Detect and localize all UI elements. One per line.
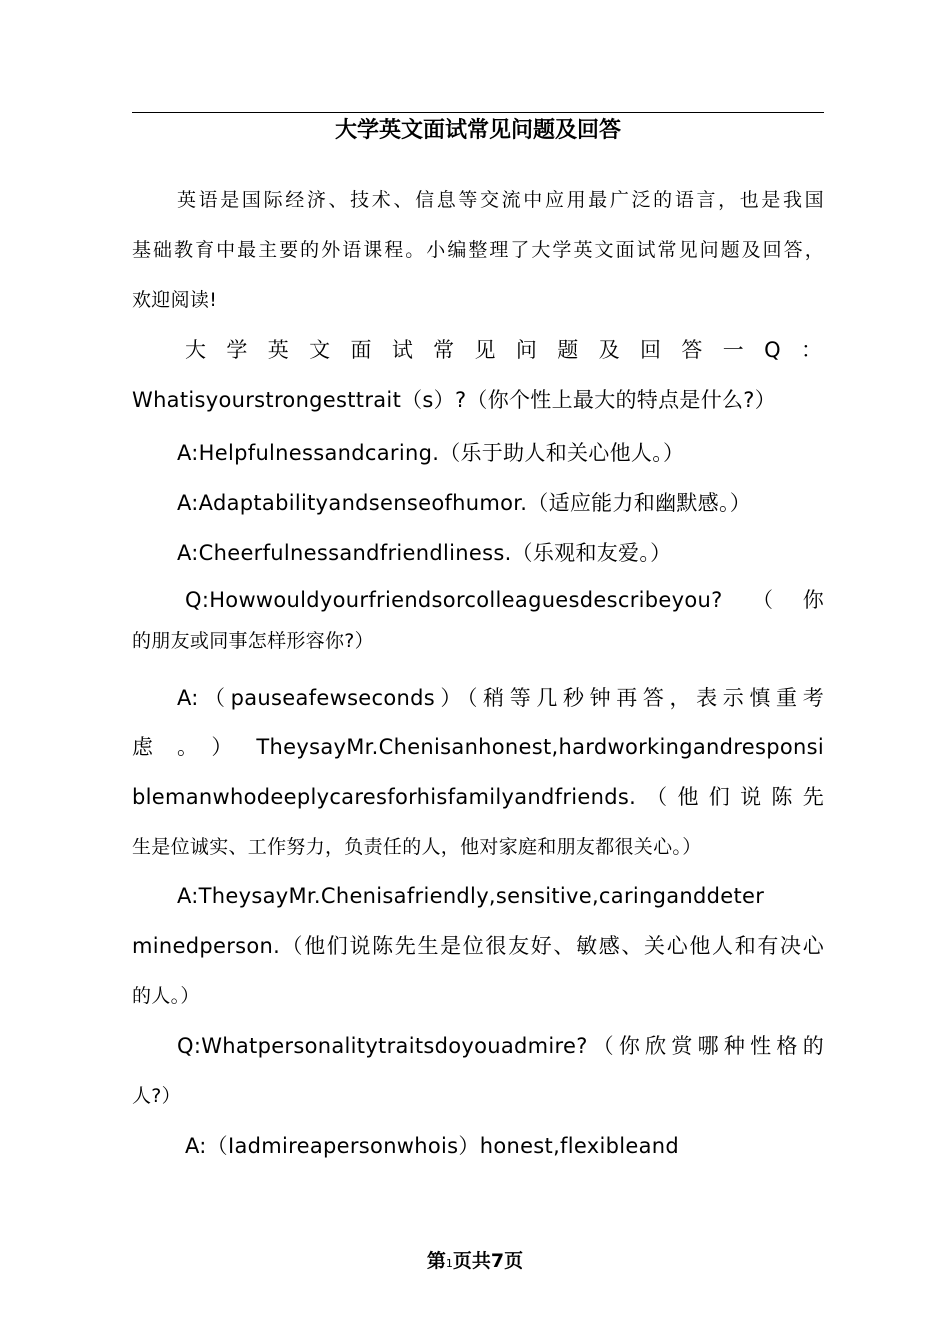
text-line: A:Cheerfulnessandfriendliness.（乐观和友爱。） [177, 541, 672, 565]
document-title: 大学英文面试常见问题及回答 [334, 118, 621, 143]
text-line: 虑。）TheysayMr.Chenisanhonest,hardworkingandresponsi [132, 735, 824, 759]
footer-prefix: 第 [426, 1250, 446, 1272]
text-line: A:TheysayMr.Chenisafriendly,sensitive,caringanddeter [177, 884, 765, 908]
text-line: A:Helpfulnessandcaring.（乐于助人和关心他人。） [177, 441, 685, 465]
footer-suffix: 页共7页 [452, 1250, 524, 1272]
text-line: Q:Whatpersonalitytraitsdoyouadmire?（你欣赏哪种性格的 [177, 1034, 824, 1058]
text-line: blemanwhodeeplycaresforhisfamilyandfriends.（他们说陈先 [132, 785, 824, 809]
text-line: 基础教育中最主要的外语课程。小编整理了大学英文面试常见问题及回答， [132, 239, 824, 261]
text-line: 的朋友或同事怎样形容你?） [132, 630, 374, 652]
text-line: minedperson.（他们说陈先生是位很友好、敏感、关心他人和有决心 [132, 934, 824, 958]
text-line: 大学英文面试常见问题及回答一Q： [185, 338, 824, 362]
text-line: 英语是国际经济、技术、信息等交流中应用最广泛的语言，也是我国 [177, 189, 824, 211]
text-line: A:Adaptabilityandsenseofhumor.（适应能力和幽默感。） [177, 491, 752, 515]
page-number: 1 [445, 1257, 453, 1270]
header-rule [132, 112, 824, 113]
text-line: 生是位诚实、工作努力，负责任的人，他对家庭和朋友都很关心。） [132, 836, 702, 858]
text-line: 的人。） [132, 985, 200, 1007]
text-line: 欢迎阅读! [132, 289, 218, 311]
text-line: A:（pauseafewseconds）（稍等几秒钟再答，表示慎重考 [177, 686, 824, 710]
page-footer [0, 1247, 950, 1278]
text-line: A:（Iadmireapersonwhois）honest,flexibleand [185, 1134, 679, 1158]
text-line: Whatisyourstrongesttrait（s）?（你个性上最大的特点是什么?） [132, 388, 777, 412]
text-line: Q:Howwouldyourfriendsorcolleaguesdescribeyou?（你 [185, 588, 824, 612]
text-line: 人?） [132, 1085, 181, 1107]
